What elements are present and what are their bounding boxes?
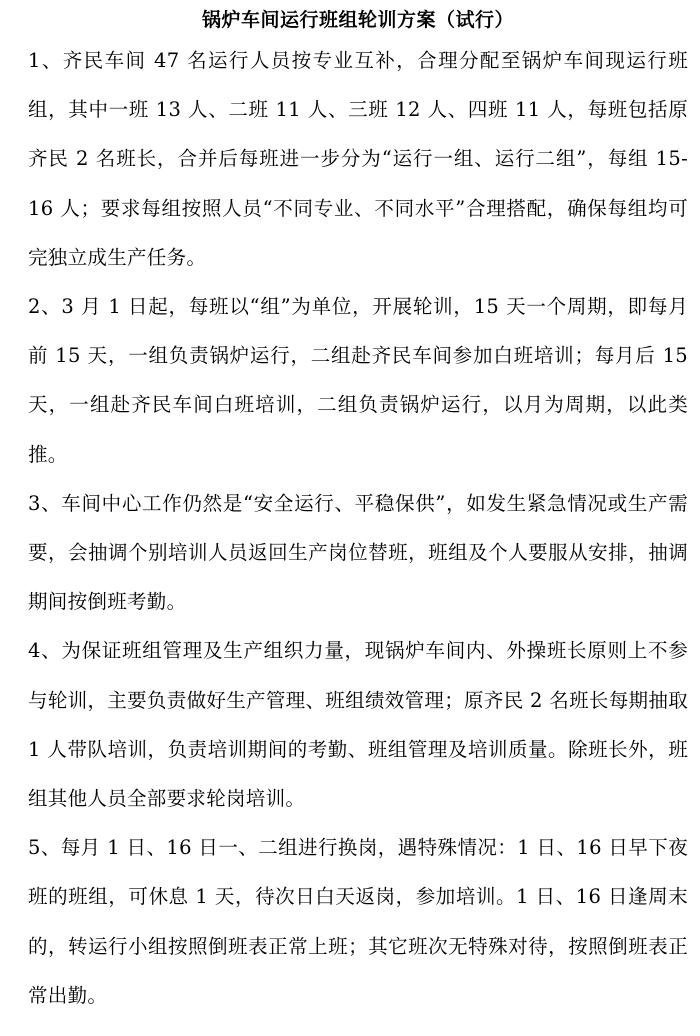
document-title: 锅炉车间运行班组轮训方案（试行） [201, 9, 514, 31]
paragraph-2: 2、3 月 1 日起，每班以“组”为单位，开展轮训，15 天一个周期，即每月前 15 天，一组负责锅炉运行，二组赴齐民车间参加白班培训；每月后 15 天，一组赴齐民车间白班培训，二组负责锅炉运行，以月为周期，以此类推。 [28, 295, 688, 466]
paragraph-3: 3、车间中心工作仍然是“安全运行、平稳保供”，如发生紧急情况或生产需要，会抽调个别培训人员返回生产岗位替班，班组及个人要服从安排，抽调期间按倒班考勤。 [28, 491, 688, 614]
paragraph-5: 5、每月 1 日、16 日一、二组进行换岗，遇特殊情况：1 日、16 日早下夜班的班组，可休息 1 天，待次日白天返岗，参加培训。1 日、16 日逢周末的，转运行小组按照倒班表正常上班；其它班次无特殊对待，按照倒班表正常出勤。 [28, 836, 688, 1007]
paragraph-1: 1、齐民车间 47 名运行人员按专业互补，合理分配至锅炉车间现运行班组，其中一班 13 人、二班 11 人、三班 12 人、四班 11 人，每班包括原齐民 2 名班长，合并后每班进一步分为“运行一组、运行二组”，每组 15-16 人；要求每组按照人员“不同专业、不同水平”合理搭配，确保每组均可完独立成生产任务。 [28, 49, 688, 269]
paragraph-4: 4、为保证班组管理及生产组织力量，现锅炉车间内、外操班长原则上不参与轮训，主要负责做好生产管理、班组绩效管理；原齐民 2 名班长每期抽取 1 人带队培训，负责培训期间的考勤、班组管理及培训质量。除班长外，班组其他人员全部要求轮岗培训。 [28, 639, 688, 811]
